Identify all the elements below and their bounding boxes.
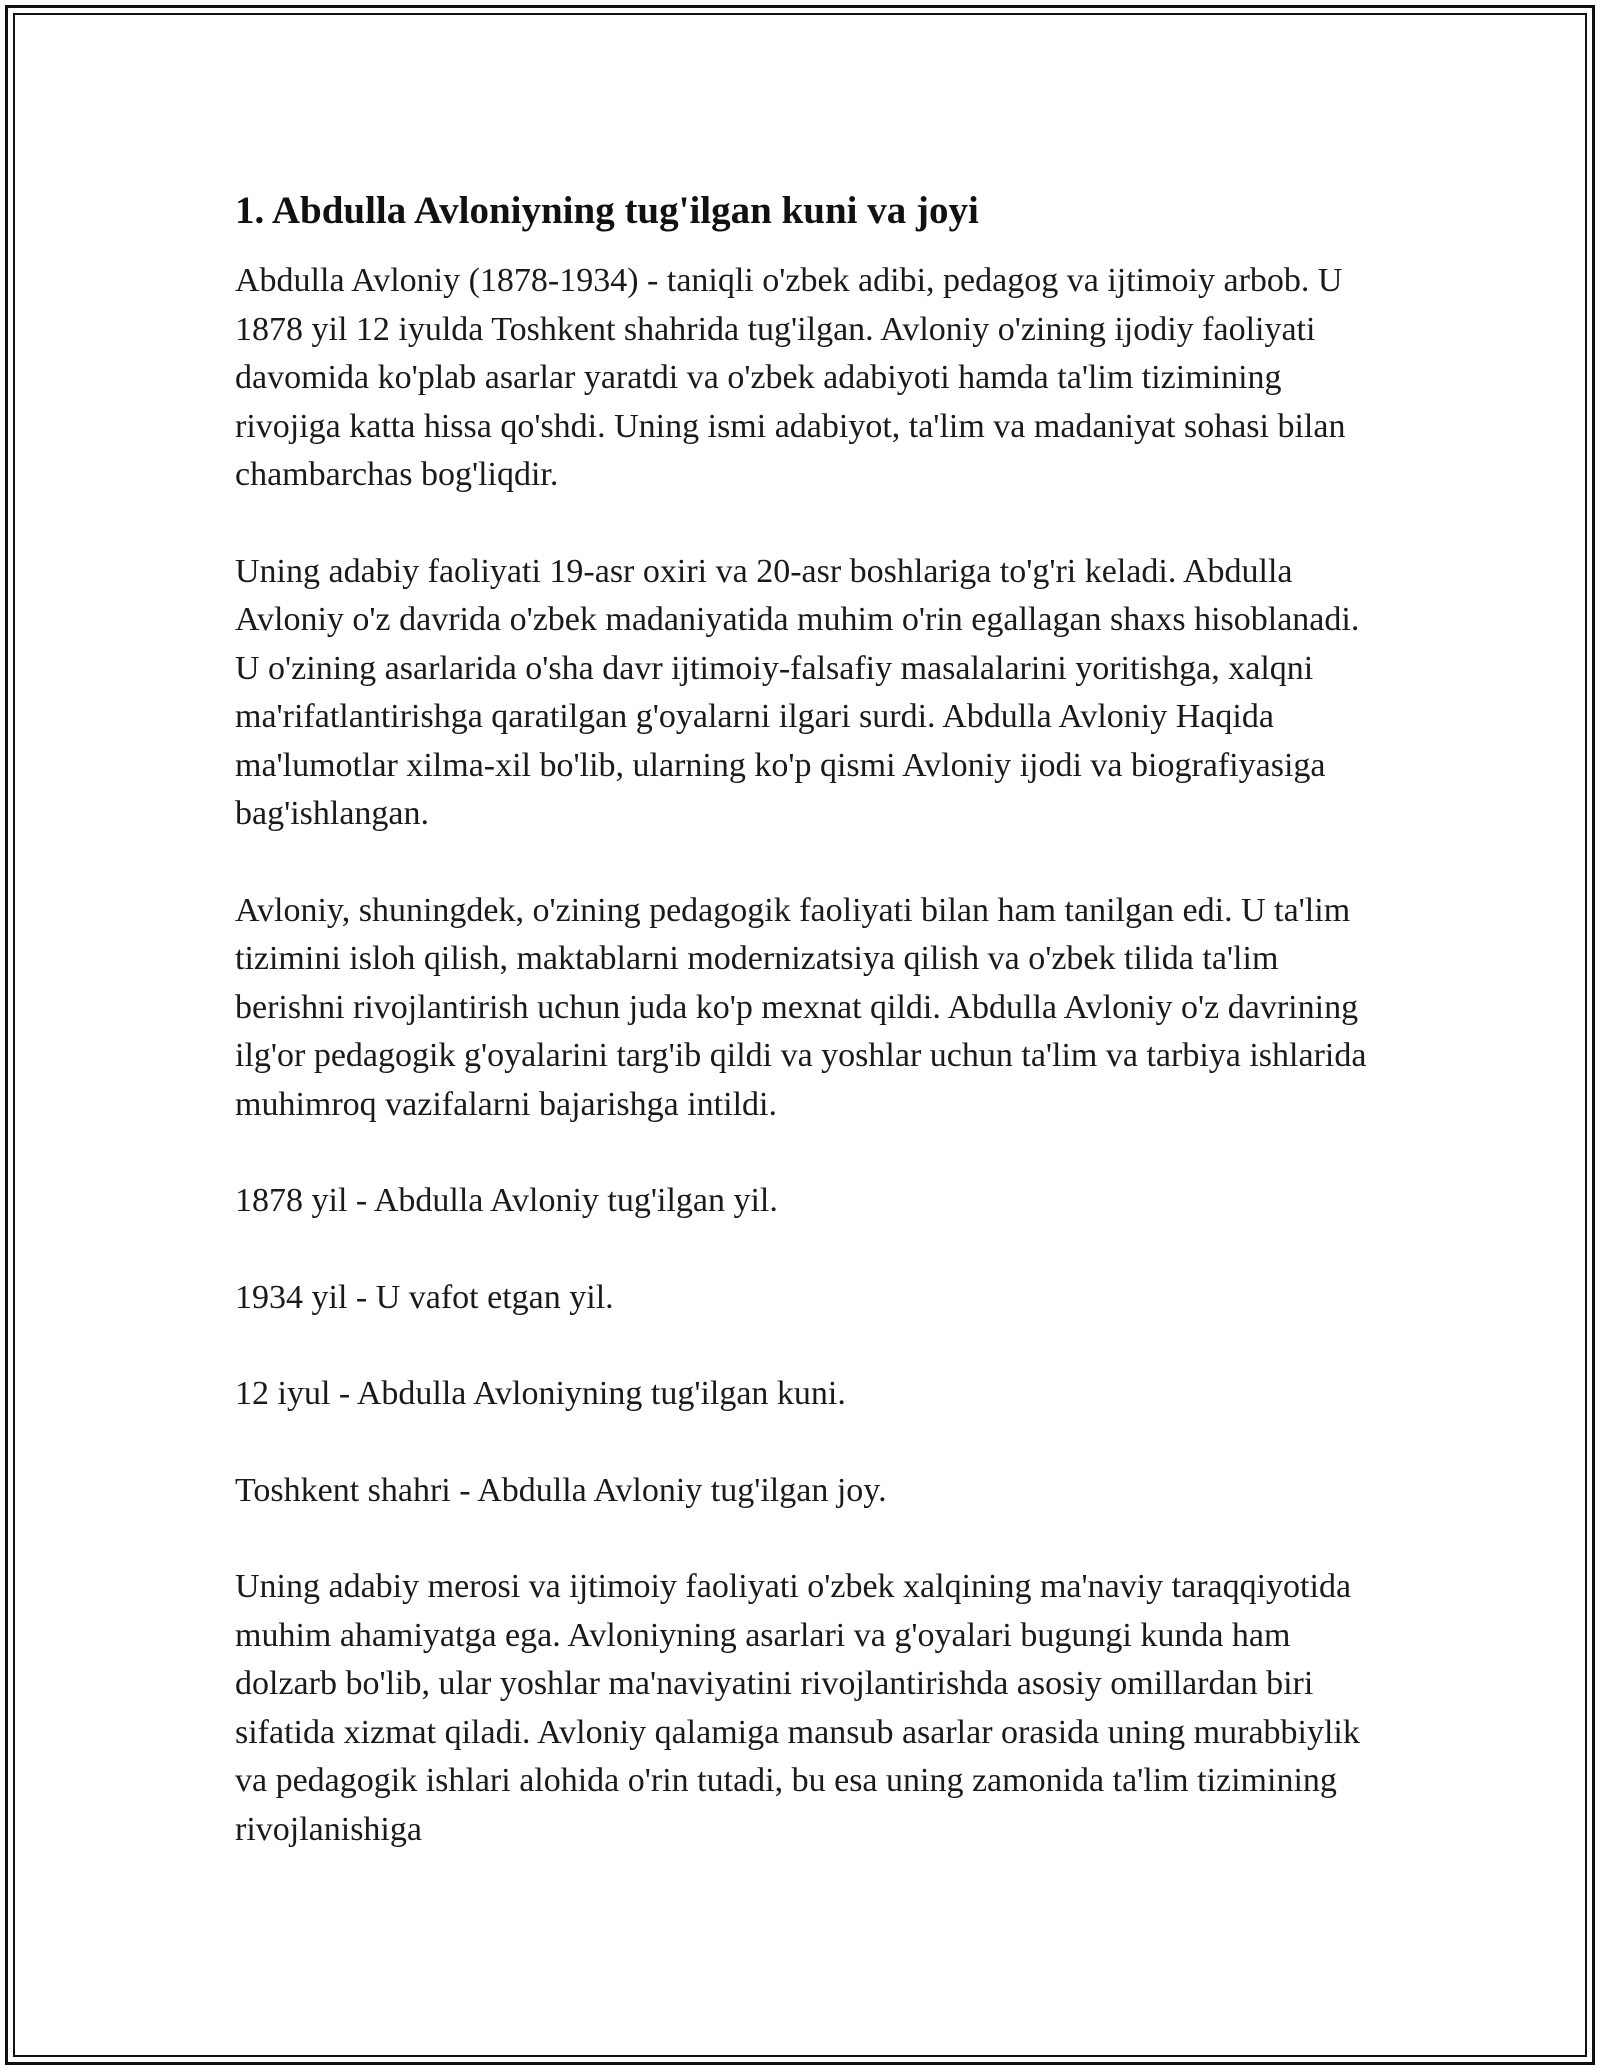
fact-birth-date: 12 iyul - Abdulla Avloniyning tug'ilgan kuni. — [235, 1375, 846, 1412]
fact-birth-year: 1878 yil - Abdulla Avloniy tug'ilgan yil. — [235, 1182, 778, 1219]
fact-birth-place: Toshkent shahri - Abdulla Avloniy tug'ilgan joy. — [235, 1471, 887, 1509]
document-body — [235, 185, 1375, 1902]
paragraph-literary-activity: Uning adabiy faoliyati 19-asr oxiri va 20-asr boshlariga to'g'ri keladi. Abdulla Avloniy o'z davrida o'zbek madaniyatida muhim o'rin egallagan shaxs hisoblanadi. U o'zining asarlarida o'sha davr ijtimoiy-falsafiy masalalarini yoritishga, xalqni ma'rifatlantirishga qaratilgan g'oyalarni ilgari surdi. Abdulla Avloniy Haqida ma'lumotlar xilma-xil bo'lib, ularning ko'p qismi Avloniy ijodi va biografiyasiga bag'ishlangan. — [235, 552, 1360, 832]
paragraph-legacy: Uning adabiy merosi va ijtimoiy faoliyati o'zbek xalqining ma'naviy taraqqiyotida muhim ahamiyatga ega. Avloniyning asarlari va g'oyalari bugungi kunda ham dolzarb bo'lib, ular yoshlar ma'naviyatini rivojlantirishda asosiy omillardan biri sifatida xizmat qiladi. Avloniy qalamiga mansub asarlar orasida uning murabbiylik va pedagogik ishlari alohida o'rin tutadi, bu esa uning zamonida ta'lim tizimining rivojlanishiga — [235, 1568, 1360, 1848]
fact-death-year: 1934 yil - U vafot etgan yil. — [235, 1278, 614, 1316]
section-heading: 1. Abdulla Avloniyning tug'ilgan kuni va joyi — [235, 189, 979, 232]
paragraph-pedagogy: Avloniy, shuningdek, o'zining pedagogik faoliyati bilan ham tanilgan edi. U ta'lim tizimini isloh qilish, maktablarni modernizatsiya qilish va o'zbek tilida ta'lim berishni rivojlantirish uchun juda ko'p mexnat qildi. Abdulla Avloniy o'z davrining ilg'or pedagogik g'oyalarini targ'ib qildi va yoshlar uchun ta'lim va tarbiya ishlarida muhimroq vazifalarni bajarishga intildi. — [235, 891, 1367, 1123]
paragraph-intro: Abdulla Avloniy (1878-1934) - taniqli o'zbek adibi, pedagog va ijtimoiy arbob. U 1878 yil 12 iyulda Toshkent shahrida tug'ilgan. Avloniy o'zining ijodiy faoliyati davomida ko'plab asarlar yaratdi va o'zbek adabiyoti hamda ta'lim tizimining rivojiga katta hissa qo'shdi. Uning ismi adabiyot, ta'lim va madaniyat sohasi bilan chambarchas bog'liqdir. — [235, 262, 1346, 493]
